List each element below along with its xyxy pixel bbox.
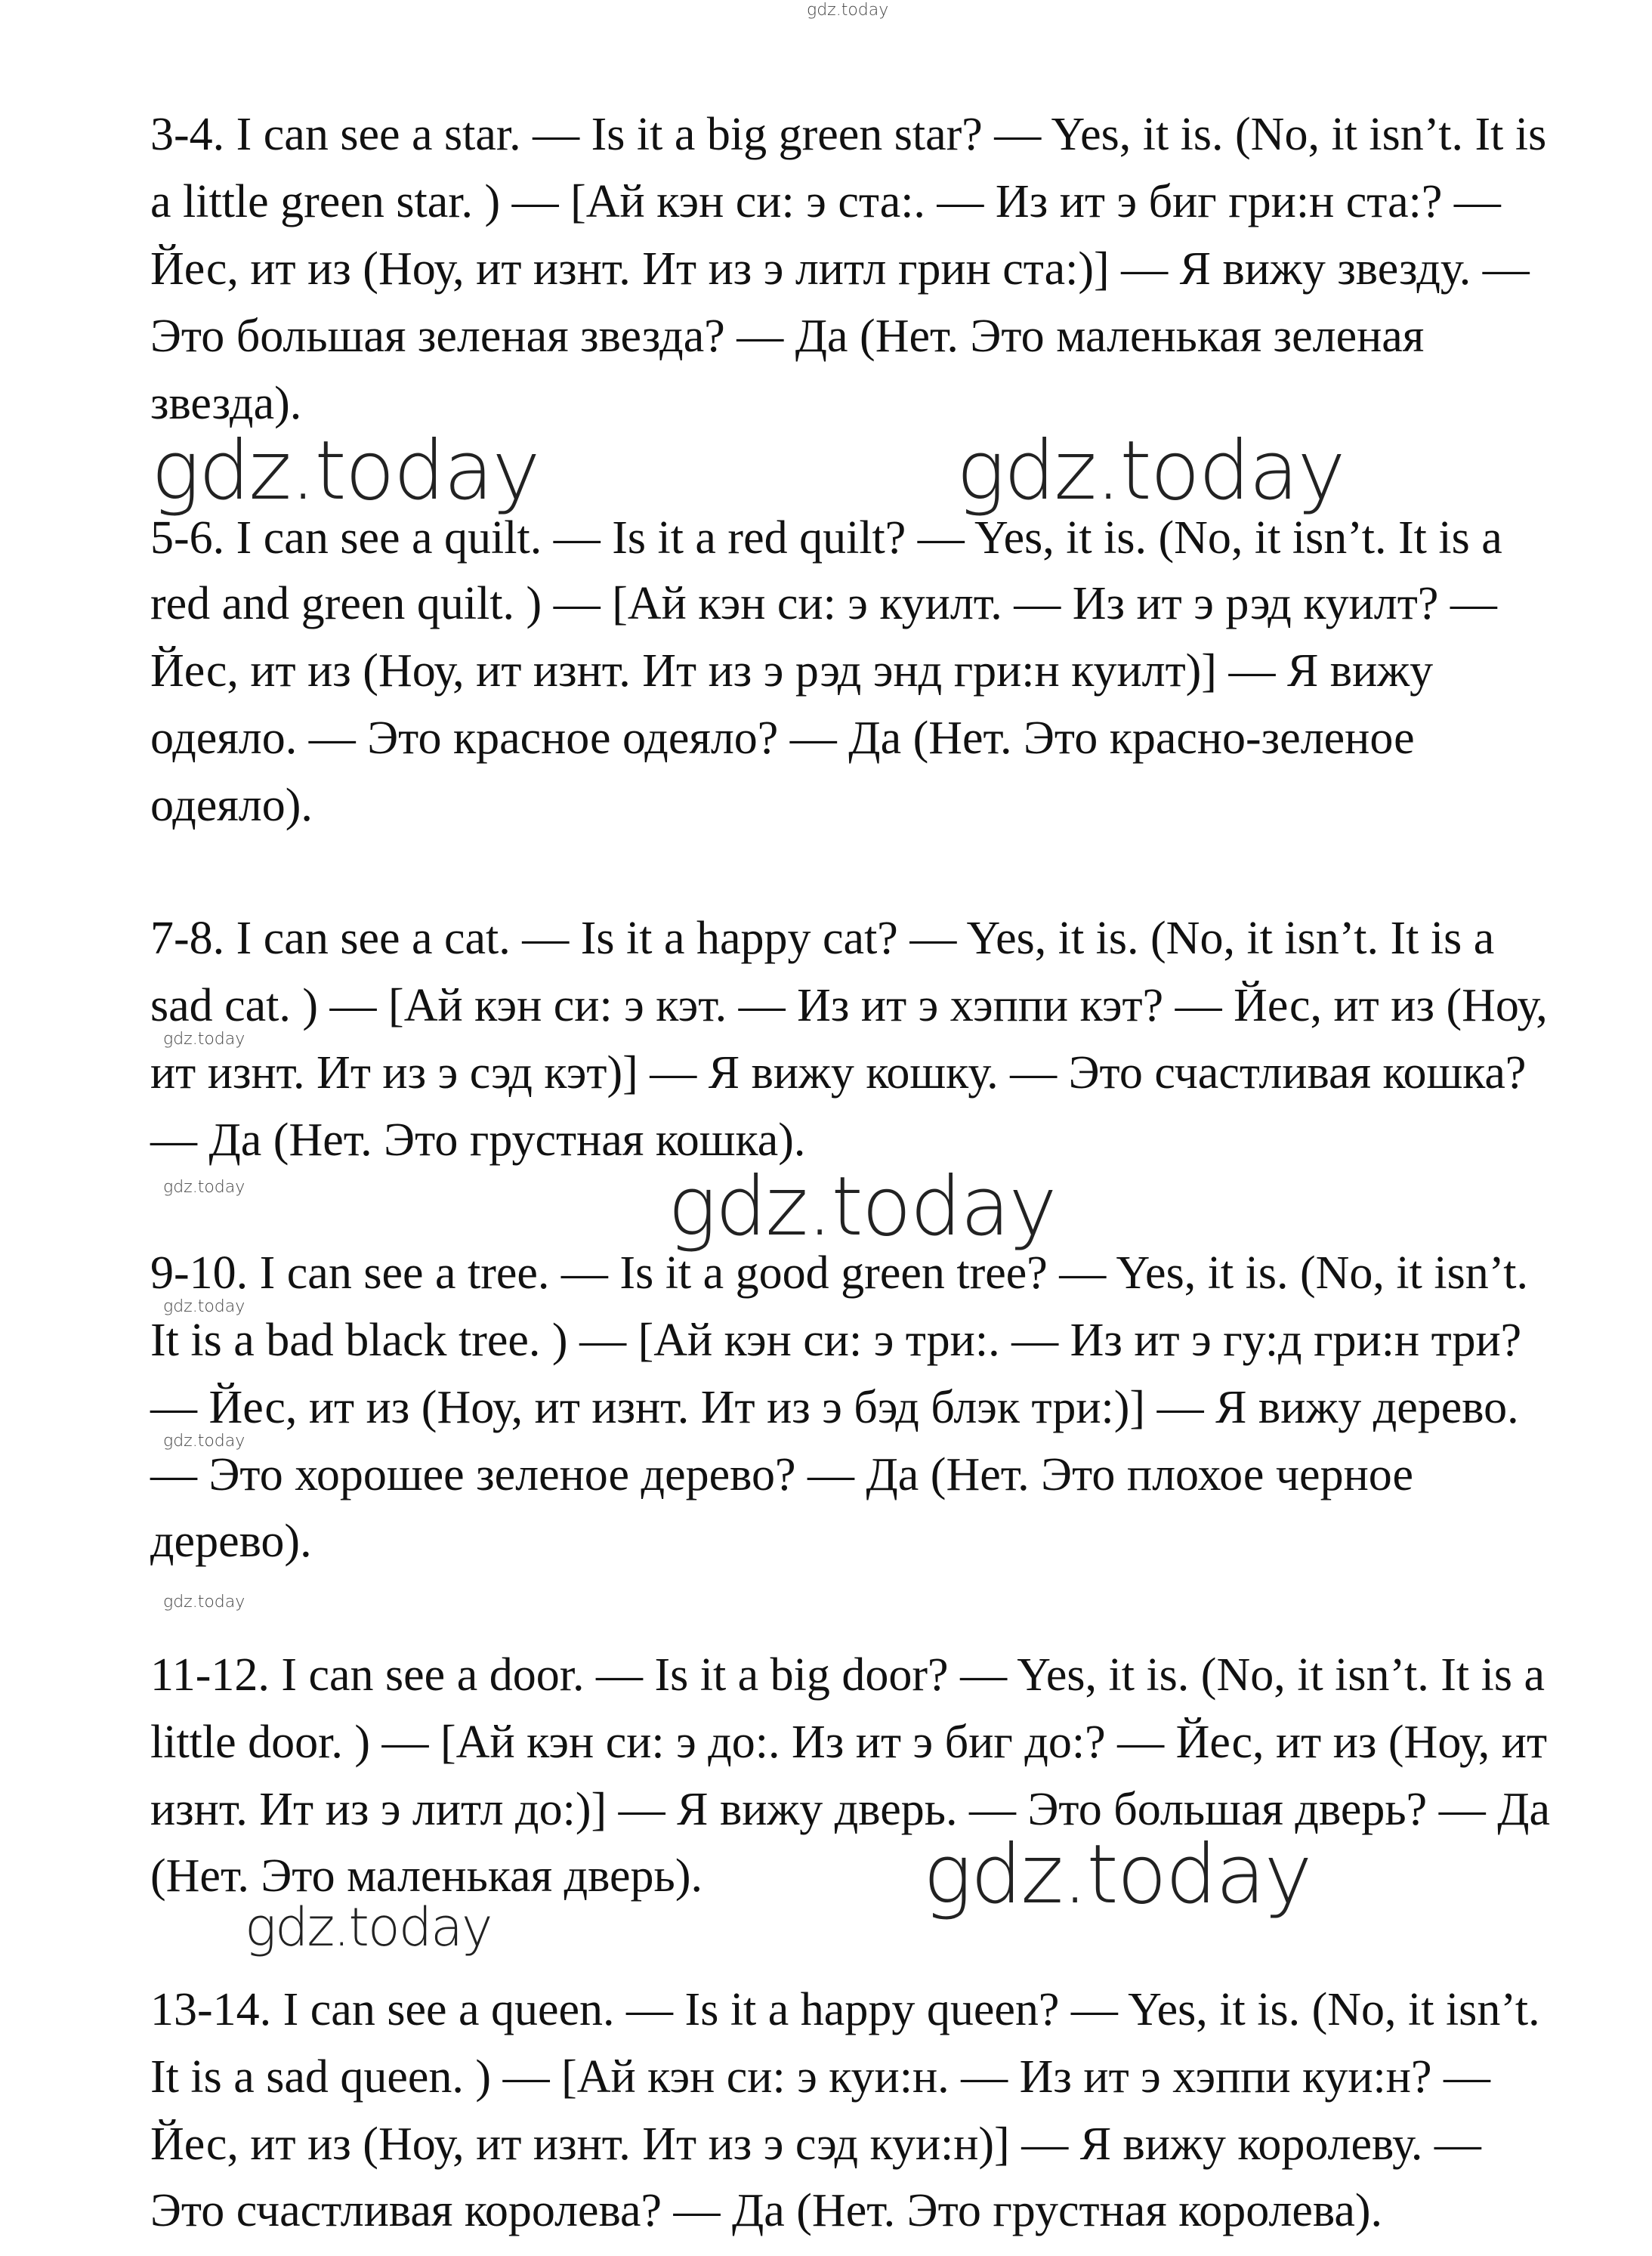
paragraph-4-line: — Йес, ит из (Ноу, ит изнт. Ит из э бэд блэк три:)] — Я вижу дерево. (150, 1382, 1519, 1433)
watermark-small: gdz.today (163, 1432, 245, 1451)
paragraph-5-line: little door. ) — [Ай кэн си: э до:. Из ит э биг до:? — Йес, ит из (Ноу, ит (150, 1717, 1548, 1768)
paragraph-6-line: 13-14. I can see a queen. — Is it a happy queen? — Yes, it is. (No, it isn’t. (150, 1984, 1540, 2035)
paragraph-1-line: a little green star. ) — [Ай кэн си: э ста:. — Из ит э биг гри:н ста:? — (150, 176, 1501, 227)
watermark-small: gdz.today (163, 1030, 245, 1049)
paragraph-2-line: одеяло. — Это красное одеяло? — Да (Нет. Это красно-зеленое (150, 712, 1415, 764)
paragraph-5-line: (Нет. Это маленькая дверь). (150, 1850, 702, 1902)
paragraph-4-line: It is a bad black tree. ) — [Ай кэн си: э три:. — Из ит э гу:д гри:н три? (150, 1315, 1522, 1366)
watermark-small: gdz.today (163, 1178, 245, 1197)
paragraph-5-line: изнт. Ит из э литл до:)] — Я вижу дверь. — Это большая дверь? — Да (150, 1784, 1551, 1835)
paragraph-2-line: одеяло). (150, 780, 313, 831)
paragraph-3-line: sad cat. ) — [Ай кэн си: э кэт. — Из ит э хэппи кэт? — Йес, ит из (Ноу, (150, 980, 1548, 1031)
watermark-top: gdz.today (807, 1, 889, 20)
watermark-small: gdz.today (163, 1297, 245, 1316)
paragraph-3-line: — Да (Нет. Это грустная кошка). (150, 1114, 806, 1166)
paragraph-3-line: ит изнт. Ит из э сэд кэт)] — Я вижу кошку. — Это счастливая кошка? (150, 1047, 1527, 1099)
paragraph-6-line: Это счастливая королева? — Да (Нет. Это грустная королева). (150, 2185, 1383, 2236)
watermark-large: gdz.today (151, 424, 539, 518)
paragraph-6-line: It is a sad queen. ) — [Ай кэн си: э куи:н. — Из ит э хэппи куи:н? — (150, 2051, 1490, 2103)
paragraph-5-line: 11-12. I can see a door. — Is it a big door? — Yes, it is. (No, it isn’t. It is a (150, 1649, 1545, 1701)
paragraph-4-line: 9-10. I can see a tree. — Is it a good green tree? — Yes, it is. (No, it isn’t. (150, 1247, 1528, 1299)
paragraph-3-line: 7-8. I can see a cat. — Is it a happy cat? — Yes, it is. (No, it isn’t. It is a (150, 913, 1495, 964)
paragraph-4-line: дерево). (150, 1516, 312, 1567)
paragraph-2-line: 5-6. I can see a quilt. — Is it a red quilt? — Yes, it is. (No, it isn’t. It is a (150, 512, 1502, 564)
paragraph-1-line: 3-4. I can see a star. — Is it a big green star? — Yes, it is. (No, it isn’t. It is (150, 109, 1547, 160)
paragraph-1-line: звезда). (150, 378, 302, 429)
paragraph-1-line: Йес, ит из (Ноу, ит изнт. Ит из э литл грин ста:)] — Я вижу звезду. — (150, 243, 1530, 295)
watermark-large: gdz.today (668, 1160, 1056, 1254)
paragraph-6-line: Йес, ит из (Ноу, ит изнт. Ит из э сэд куи:н)] — Я вижу королеву. — (150, 2118, 1481, 2170)
paragraph-2-line: red and green quilt. ) — [Ай кэн си: э куилт. — Из ит э рэд куилт? — (150, 578, 1497, 629)
paragraph-2-line: Йес, ит из (Ноу, ит изнт. Ит из э рэд энд гри:н куилт)] — Я вижу (150, 645, 1434, 697)
paragraph-4-line: — Это хорошее зеленое дерево? — Да (Нет. Это плохое черное (150, 1449, 1414, 1500)
watermark-small: gdz.today (163, 1593, 245, 1612)
watermark-large: gdz.today (923, 1828, 1311, 1922)
watermark-large: gdz.today (956, 424, 1345, 518)
watermark-medium: gdz.today (245, 1896, 492, 1958)
paragraph-1-line: Это большая зеленая звезда? — Да (Нет. Это маленькая зеленая (150, 311, 1425, 362)
